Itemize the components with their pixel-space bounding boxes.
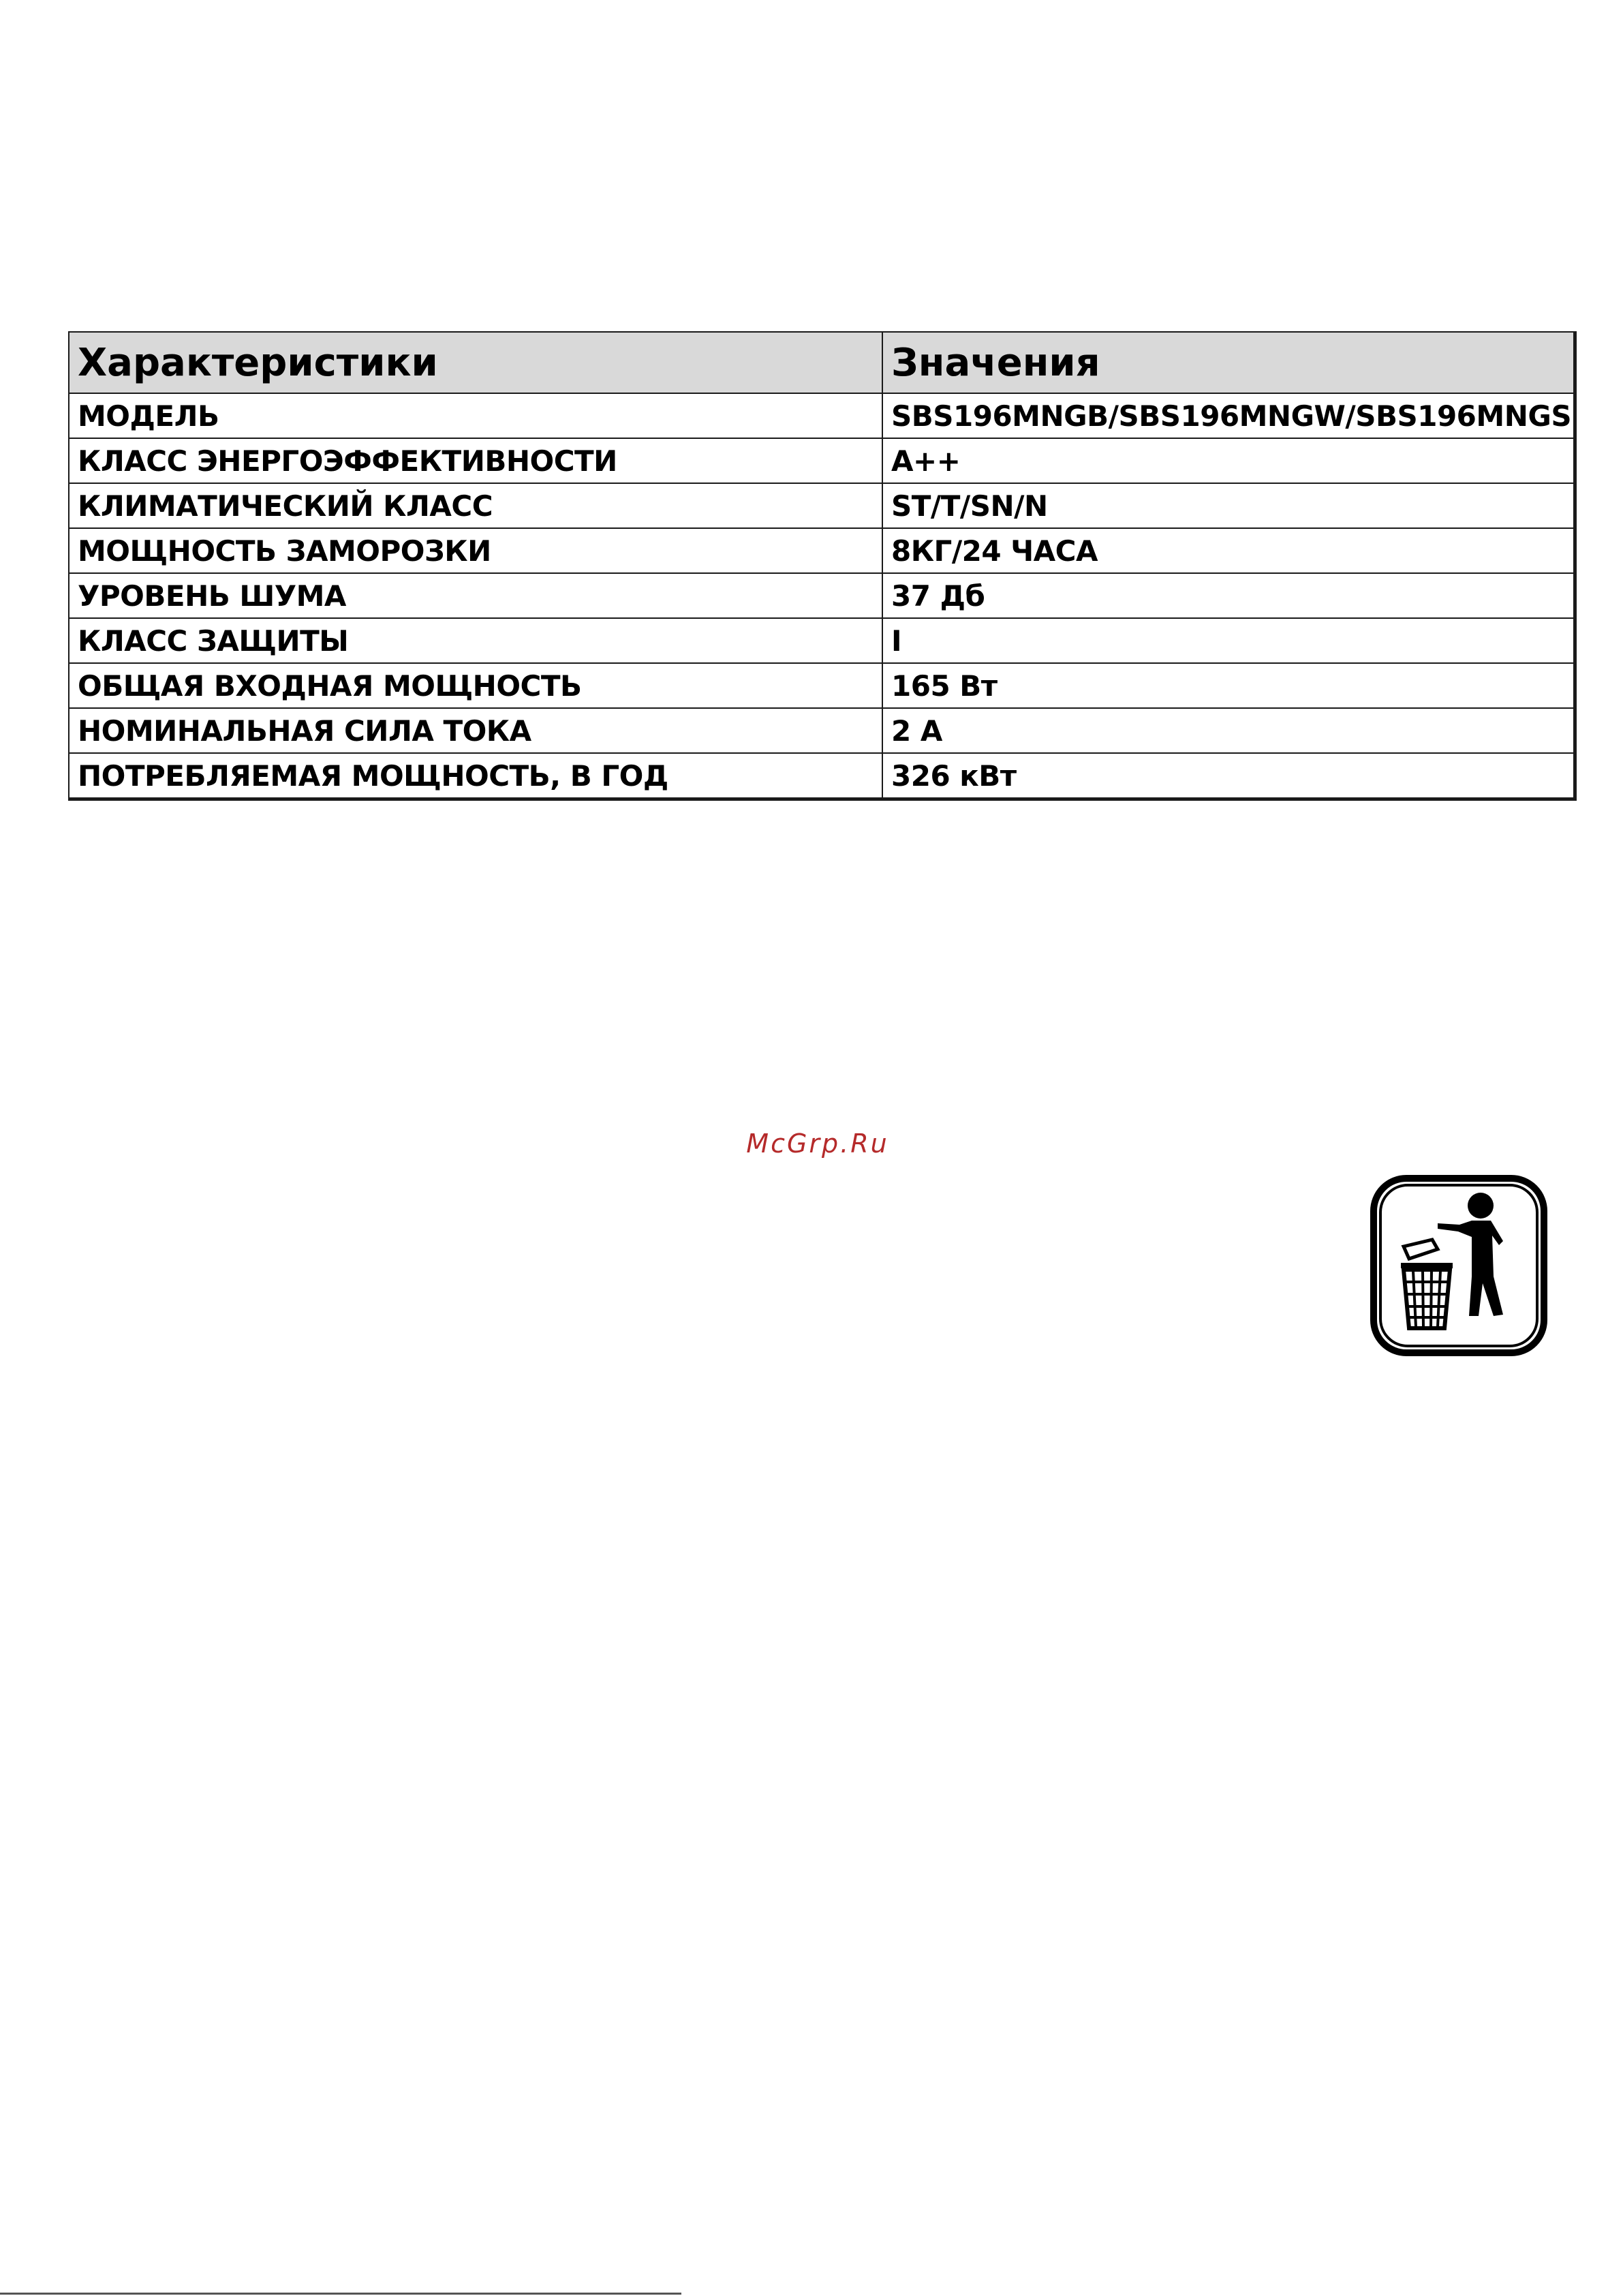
table-row bbox=[69, 528, 1575, 573]
row-value: 2 А bbox=[882, 708, 1575, 753]
spec-table bbox=[68, 331, 1577, 801]
table-row bbox=[69, 663, 1575, 708]
table-header-row bbox=[69, 332, 1575, 393]
row-value: SBS196MNGB/SBS196MNGW/SBS196MNGS bbox=[882, 393, 1575, 438]
table-row bbox=[69, 573, 1575, 618]
header-characteristics: Характеристики bbox=[69, 332, 882, 393]
table-row bbox=[69, 708, 1575, 753]
table-row bbox=[69, 393, 1575, 438]
row-value: 8КГ/24 ЧАСА bbox=[882, 528, 1575, 573]
row-value: А++ bbox=[882, 438, 1575, 483]
row-label: НОМИНАЛЬНАЯ СИЛА ТОКА bbox=[69, 708, 882, 753]
watermark-text: McGrp.Ru bbox=[746, 1129, 889, 1159]
row-label: МОДЕЛЬ bbox=[69, 393, 882, 438]
table-row bbox=[69, 483, 1575, 528]
row-label: КЛАСС ЭНЕРГОЭФФЕКТИВНОСТИ bbox=[69, 438, 882, 483]
row-label: ПОТРЕБЛЯЕМАЯ МОЩНОСТЬ, В ГОД bbox=[69, 753, 882, 799]
row-label: КЛИМАТИЧЕСКИЙ КЛАСС bbox=[69, 483, 882, 528]
waste-disposal-icon bbox=[1370, 1174, 1548, 1357]
table-row bbox=[69, 618, 1575, 663]
row-label: КЛАСС ЗАЩИТЫ bbox=[69, 618, 882, 663]
row-value: 37 Дб bbox=[882, 573, 1575, 618]
row-label: УРОВЕНЬ ШУМА bbox=[69, 573, 882, 618]
table-row bbox=[69, 753, 1575, 799]
row-value: 326 кВт bbox=[882, 753, 1575, 799]
row-label: ОБЩАЯ ВХОДНАЯ МОЩНОСТЬ bbox=[69, 663, 882, 708]
footer-divider bbox=[0, 2293, 681, 2295]
row-value: ST/T/SN/N bbox=[882, 483, 1575, 528]
table-row bbox=[69, 438, 1575, 483]
row-label: МОЩНОСТЬ ЗАМОРОЗКИ bbox=[69, 528, 882, 573]
row-value: 165 Вт bbox=[882, 663, 1575, 708]
header-values: Значения bbox=[882, 332, 1575, 393]
row-value: I bbox=[882, 618, 1575, 663]
